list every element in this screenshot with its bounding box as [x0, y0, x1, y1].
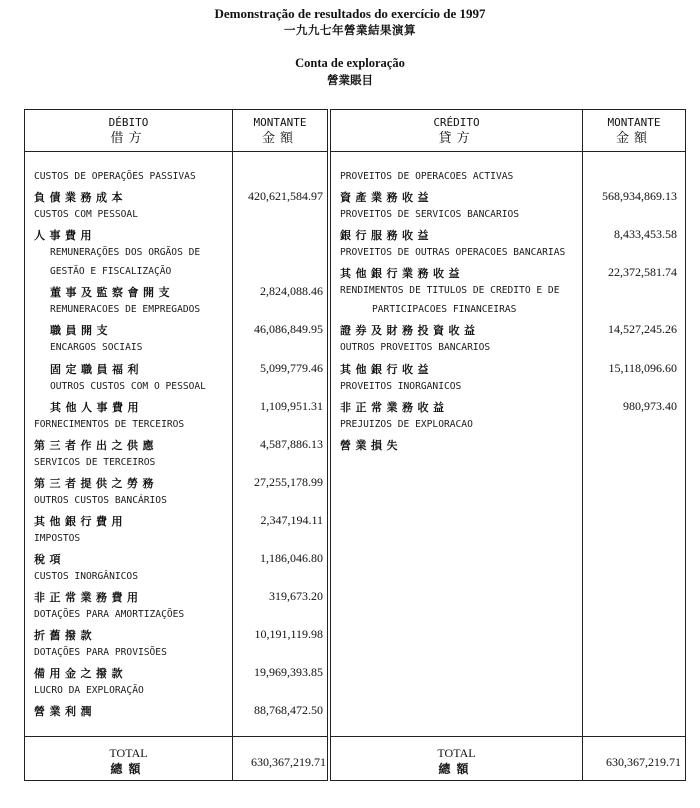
line-item-amount: 15,118,096.60	[608, 360, 677, 375]
line-item-label: RENDIMENTOS DE TITULOS DE CREDITO E DE	[340, 285, 560, 297]
credit-total	[331, 746, 582, 776]
line-item-label: CUSTOS DE OPERAÇÕES PASSIVAS	[34, 171, 196, 182]
total-rule	[331, 736, 685, 737]
section-subtitle: Conta de exploração	[295, 56, 405, 70]
line-item-amount: 46,086,849.95	[254, 322, 323, 337]
document-title-chinese: 一九九七年營業結果演算	[284, 23, 416, 37]
credit-header-label: CRÉDITO	[433, 116, 480, 129]
line-item-label: PROVEITOS INORGANICOS	[340, 380, 462, 392]
line-item-label: PREJUIZOS DE EXPLORACAO	[340, 418, 473, 430]
credit-amount-label-chinese: 金額	[615, 131, 652, 146]
line-item-amount: 14,527,245.26	[608, 322, 677, 337]
line-item-amount: 2,347,194.11	[260, 512, 323, 527]
credit-amount-label: MONTANTE	[607, 116, 661, 129]
line-item-label-chinese: 第三者提供之勞務	[34, 476, 158, 490]
line-item-label-chinese: 折舊撥款	[34, 629, 96, 643]
line-item-amount: 88,768,472.50	[254, 703, 323, 718]
line-item-label-chinese: 其他銀行收益	[340, 362, 433, 376]
line-item-label: FORNECIMENTOS DE TERCEIROS	[34, 418, 185, 430]
line-item-label-chinese: 非正常業務收益	[340, 400, 449, 414]
column-divider	[232, 110, 233, 780]
line-item-label: DOTAÇÕES PARA PROVISÕES	[34, 647, 167, 659]
credit-total-label: TOTAL	[437, 746, 476, 760]
debit-amount-header	[233, 116, 327, 146]
line-item-amount: 22,372,581.74	[608, 265, 677, 280]
document-title: Demonstração de resultados do exercício de 1997	[214, 6, 486, 21]
line-item-label: SERVICOS DE TERCEIROS	[34, 456, 156, 468]
line-item-label-chinese: 負債業務成本	[34, 191, 127, 205]
line-item-label: LUCRO DA EXPLORAÇÃO	[34, 685, 144, 697]
line-item-amount: 8,433,453.58	[614, 227, 677, 242]
debit-amount-label-chinese: 金額	[261, 131, 298, 146]
line-item-label: DOTAÇÕES PARA AMORTIZAÇÕES	[34, 609, 185, 621]
line-item-amount: 568,934,869.13	[602, 189, 677, 204]
debit-total-amount: 630,367,219.71	[251, 755, 326, 769]
line-item-label-chinese: 其他人事費用	[50, 400, 143, 414]
line-item-label: PROVEITOS DE OPERACOES ACTIVAS	[340, 171, 514, 182]
line-item-label-chinese: 營業損失	[340, 438, 402, 452]
section-subtitle-chinese: 營業賬目	[327, 73, 373, 87]
line-item-label: OUTROS CUSTOS BANCÁRIOS	[34, 494, 167, 506]
debit-header-label: DÉBITO	[108, 116, 149, 129]
line-item-amount: 19,969,393.85	[254, 665, 323, 680]
line-item-label-chinese: 其他銀行費用	[34, 514, 127, 528]
line-item-amount: 10,191,119.98	[254, 627, 323, 642]
line-item-label-chinese: 備用金之撥款	[34, 667, 127, 681]
line-item-label-chinese: 固定職員福利	[50, 362, 143, 376]
line-item-amount: 1,186,046.80	[260, 551, 323, 565]
line-item-label-chinese: 職員開支	[50, 324, 112, 338]
line-item-amount: 420,621,584.97	[248, 189, 323, 204]
line-item-amount: 319,673.20	[269, 589, 323, 604]
debit-total-label: TOTAL	[109, 746, 148, 760]
line-item-amount: 27,255,178.99	[254, 474, 323, 489]
credit-total-amount: 630,367,219.71	[606, 755, 681, 769]
line-item-label-chinese: 其他銀行業務收益	[340, 267, 464, 281]
total-rule	[25, 736, 327, 737]
debit-column-header	[25, 116, 232, 146]
line-item-label: PROVEITOS DE SERVICOS BANCARIOS	[340, 209, 520, 221]
line-item-label-chinese: 銀行服務收益	[340, 229, 433, 243]
line-item-label-chinese: 人事費用	[34, 229, 96, 243]
line-item-label: CUSTOS INORGÂNICOS	[34, 571, 138, 583]
debit-table	[24, 109, 328, 781]
credit-table	[330, 109, 686, 781]
line-item-label-chinese: 第三者作出之供應	[34, 438, 158, 452]
line-item-label-chinese: 證券及財務投資收益	[340, 324, 480, 338]
debit-header-label-chinese: 借方	[110, 131, 147, 146]
debit-amount-label: MONTANTE	[253, 116, 307, 129]
debit-total	[25, 746, 232, 776]
line-item-label: PARTICIPACOES FINANCEIRAS	[372, 304, 517, 316]
line-item-label: GESTÃO E FISCALIZAÇÃO	[50, 266, 172, 278]
line-item-label-chinese: 稅項	[34, 553, 65, 566]
line-item-amount: 4,587,886.13	[260, 436, 323, 451]
line-item-label: IMPOSTOS	[34, 532, 81, 544]
line-item-label: REMUNERACOES DE EMPREGADOS	[50, 304, 201, 316]
credit-amount-header	[583, 116, 685, 146]
line-item-label-chinese: 資產業務收益	[340, 191, 433, 205]
credit-column-header	[331, 116, 582, 146]
line-item-label-chinese: 非正常業務費用	[34, 591, 143, 605]
header-rule	[331, 151, 685, 152]
line-item-label-chinese: 董事及監察會開支	[50, 286, 174, 300]
line-item-amount: 980,973.40	[623, 398, 677, 413]
line-item-label: CUSTOS COM PESSOAL	[34, 209, 138, 221]
header-rule	[25, 151, 327, 152]
line-item-label: ENCARGOS SOCIAIS	[50, 342, 143, 354]
line-item-label: OUTROS CUSTOS COM O PESSOAL	[50, 380, 206, 392]
line-item-label: REMUNERAÇÕES DOS ORGÃOS DE	[50, 247, 201, 259]
column-divider	[582, 110, 583, 780]
line-item-label: OUTROS PROVEITOS BANCARIOS	[340, 342, 491, 354]
debit-total-label-chinese: 總額	[110, 762, 147, 776]
line-item-amount: 5,099,779.46	[260, 360, 323, 375]
credit-total-label-chinese: 總額	[438, 762, 475, 776]
credit-header-label-chinese: 貸方	[438, 131, 475, 146]
line-item-amount: 1,109,951.31	[260, 398, 323, 413]
line-item-label-chinese: 營業利潤	[34, 705, 96, 719]
line-item-label: PROVEITOS DE OUTRAS OPERACOES BANCARIAS	[340, 247, 566, 259]
line-item-amount: 2,824,088.46	[260, 284, 323, 299]
